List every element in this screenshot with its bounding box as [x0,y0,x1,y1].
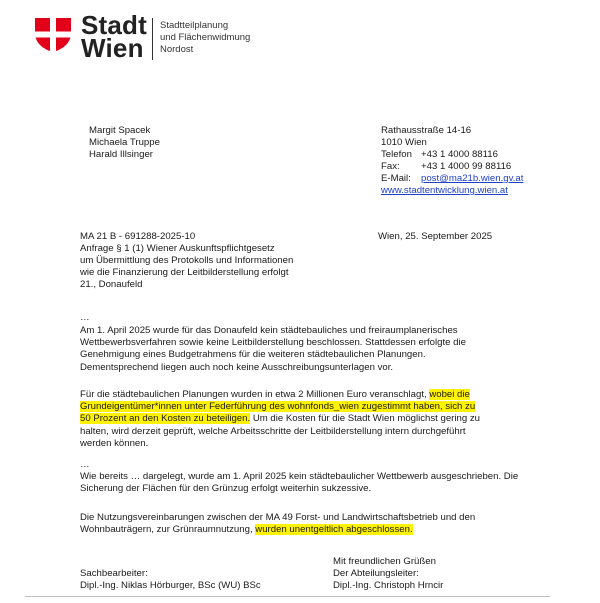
phone-value: +43 1 4000 88116 [421,149,498,160]
highlighted-text-1: wobei die [429,389,470,400]
dept-line-1: Stadtteilplanung [160,20,229,31]
dept-line-2: und Flächenwidmung [160,32,251,43]
vienna-shield-logo [34,17,72,53]
subject-line-4: 21., Donaufeld [80,279,143,290]
paragraph-3-line-2: Sicherung der Flächen für den Grünzug erfolgt weiterhin sukzessive. [80,483,372,495]
fax-label: Fax: [381,161,400,172]
highlighted-text-2: Grundeigentümer*innen unter Federführung des wohnfonds_wien zugestimmt haben, sich zu [80,401,476,413]
paragraph-3 [80,471,552,495]
paragraph-1 [80,325,552,374]
greeting: Mit freundlichen Grüßen [333,556,436,567]
website-link[interactable]: www.stadtentwicklung.wien.at [381,185,508,196]
contact-block [381,125,523,197]
clerk-name: Dipl.-Ing. Niklas Hörburger, BSc (WU) BSc [80,580,261,591]
department-head-label: Der Abteilungsleiter: [333,568,419,579]
brand-name [81,10,147,63]
body-ellipsis: … [80,312,90,323]
clerk-label: Sachbearbeiter: [80,568,148,579]
sender-block [89,125,160,161]
sender-name-3: Harald Illsinger [89,149,153,160]
header-divider [152,18,153,60]
phone-label: Telefon [381,149,412,160]
brand-line-2: Wien [81,33,144,63]
subject-line-3: wie die Finanzierung der Leitbilderstellung erfolgt [80,267,289,278]
paragraph-2-line-1a: Für die städtebaulichen Planungen wurden in etwa 2 Millionen Euro veranschlagt, [80,389,427,400]
paragraph-4-line-2a: Wohnbauträgern, zur Grünraumnutzung, [80,524,253,536]
dept-line-3: Nordost [160,44,194,55]
highlighted-text-3: 50 Prozent an den Kosten zu beteiligen. [80,413,251,425]
street: Rathausstraße 14-16 [381,125,472,136]
paragraph-1-line-4: Dementsprechend liegen auch noch keine Ausschreibungsunterlagen vor. [80,361,394,373]
paragraph-4 [80,512,552,536]
subject-line-2: um Übermittlung des Protokolls und Informationen [80,255,294,266]
subject-line-1: Anfrage § 1 (1) Wiener Auskunftspflichtgesetz [80,243,275,254]
body-ellipsis-2: … [80,459,90,470]
signature-right [333,556,443,592]
paragraph-3-line-1: Wie bereits … dargelegt, wurde am 1. April 2025 kein städtebaulicher Wettbewerb ausgeschrieben. Die [80,471,519,482]
paragraph-4-line-1: Die Nutzungsvereinbarungen zwischen der MA 49 Forst- und Landwirtschaftsbetrieb und den [80,512,476,523]
paragraph-2-line-3b: Um die Kosten für die Stadt Wien möglichst gering zu [250,413,480,425]
sender-name-1: Margit Spacek [89,125,151,136]
highlighted-text-4: wurden unentgeltlich abgeschlossen. [255,524,413,536]
email-label: E-Mail: [381,173,411,184]
city: 1010 Wien [381,137,427,148]
paragraph-2 [80,389,552,450]
page-bottom-rule [25,596,550,597]
paragraph-2-line-4: halten, wird derzeit geprüft, welche Arbeitsschritte der Leitbilderstellung intern durchgeführt [80,425,466,437]
reference-number: MA 21 B - 691288-2025-10 [80,231,196,242]
brand-line-1: Stadt [81,10,147,40]
paragraph-1-line-3: Genehmigung eines Budgetrahmens für die weiteren städtebaulichen Planungen. [80,349,426,361]
fax-value: +43 1 4000 99 88116 [421,161,512,172]
email-link[interactable]: post@ma21b.wien.gv.at [421,173,524,184]
reference-block [80,231,293,291]
department-head-name: Dipl.-Ing. Christoph Hrncir [333,580,444,591]
paragraph-1-line-2: Wettbewerbsverfahren sowie keine Leitbilderstellung beschlossen. Stattdessen erfolgte die [80,337,466,349]
signature-left [80,568,261,592]
department-name [160,20,250,56]
paragraph-1-line-1: Am 1. April 2025 wurde für das Donaufeld kein städtebauliches und freiraumplanerisches [80,325,458,336]
sender-name-2: Michaela Truppe [89,137,160,148]
letter-date: Wien, 25. September 2025 [378,231,493,242]
paragraph-2-line-5: werden können. [80,437,149,449]
